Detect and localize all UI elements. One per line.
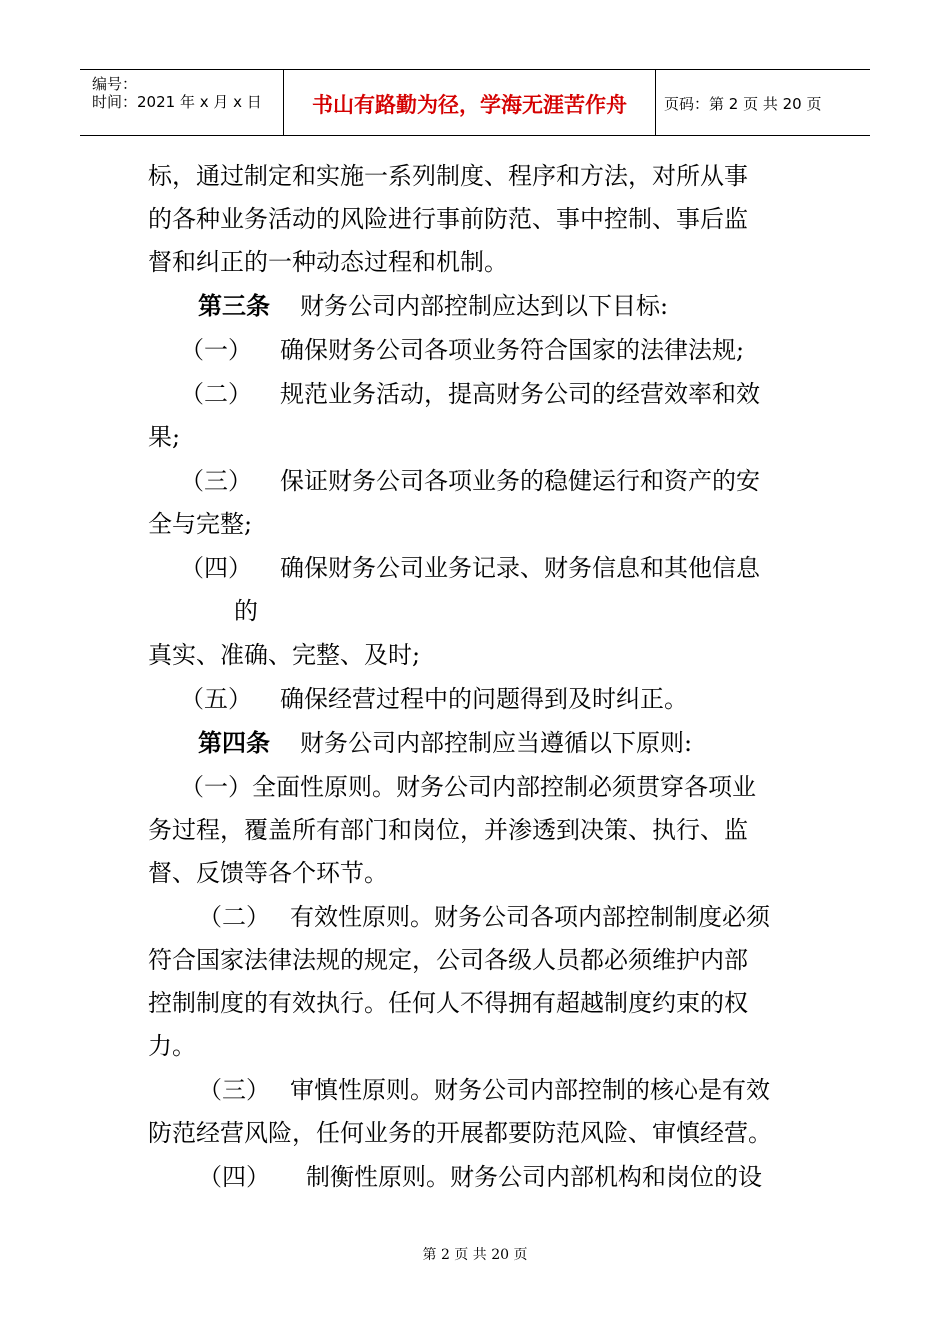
article-3-text: 财务公司内部控制应达到以下目标: (300, 292, 669, 320)
item-text: 确保财务公司各项业务符合国家的法律法规; (280, 336, 745, 364)
header-page-label: 页码：第 2 页 共 20 页 (664, 95, 822, 113)
item-text: 确保财务公司业务记录、财务信息和其他信息 (280, 554, 760, 582)
header-bottom-border (80, 135, 870, 136)
header-divider-right (655, 69, 656, 136)
body-line: 督和纠正的一种动态过程和机制。 (148, 248, 508, 276)
principle-line: 务过程，覆盖所有部门和岗位，并渗透到决策、执行、监 (148, 816, 748, 844)
item-number: （四） (180, 554, 252, 582)
item-number: （五） (180, 685, 252, 713)
item-text: 确保经营过程中的问题得到及时纠正。 (280, 685, 688, 713)
item-text: 规范业务活动，提高财务公司的经营效率和效 (280, 380, 760, 408)
item-text: 保证财务公司各项业务的稳健运行和资产的安 (280, 467, 760, 495)
item-number: （二） (198, 903, 270, 931)
item-number: （三） (180, 467, 252, 495)
article-4-title: 第四条 (198, 729, 270, 757)
principle-line: （一）全面性原则。财务公司内部控制必须贯穿各项业 (180, 773, 756, 801)
header-time-label: 时间：2021 年 x 月 x 日 (92, 93, 262, 111)
item-number: （二） (180, 380, 252, 408)
principle-line: 制衡性原则。财务公司内部机构和岗位的设 (306, 1163, 762, 1191)
article-4-text: 财务公司内部控制应当遵循以下原则: (300, 729, 693, 757)
principle-line: 有效性原则。财务公司各项内部控制制度必须 (290, 903, 770, 931)
principle-line: 督、反馈等各个环节。 (148, 859, 388, 887)
article-3-title: 第三条 (198, 292, 270, 320)
item-number: （三） (198, 1076, 270, 1104)
item-continuation: 果; (148, 423, 181, 451)
item-number: （四） (198, 1163, 270, 1191)
principle-line: 审慎性原则。财务公司内部控制的核心是有效 (290, 1076, 770, 1104)
principle-line: 控制制度的有效执行。任何人不得拥有超越制度约束的权 (148, 989, 748, 1017)
header-motto: 书山有路勤为径，学海无涯苦作舟 (312, 93, 627, 117)
item-continuation: 全与完整; (148, 510, 253, 538)
principle-line: 符合国家法律法规的规定，公司各级人员都必须维护内部 (148, 946, 748, 974)
item-continuation: 真实、准确、完整、及时; (148, 641, 421, 669)
item-number: （一） (180, 336, 252, 364)
page-footer: 第 2 页 共 20 页 (422, 1247, 528, 1263)
principle-line: 力。 (148, 1032, 196, 1060)
header-top-border (80, 69, 870, 70)
item-continuation: 的 (234, 597, 258, 625)
body-line: 标，通过制定和实施一系列制度、程序和方法，对所从事 (148, 162, 748, 190)
principle-line: 防范经营风险，任何业务的开展都要防范风险、审慎经营。 (148, 1119, 772, 1147)
header-number-label: 编号： (92, 75, 138, 93)
body-line: 的各种业务活动的风险进行事前防范、事中控制、事后监 (148, 205, 748, 233)
